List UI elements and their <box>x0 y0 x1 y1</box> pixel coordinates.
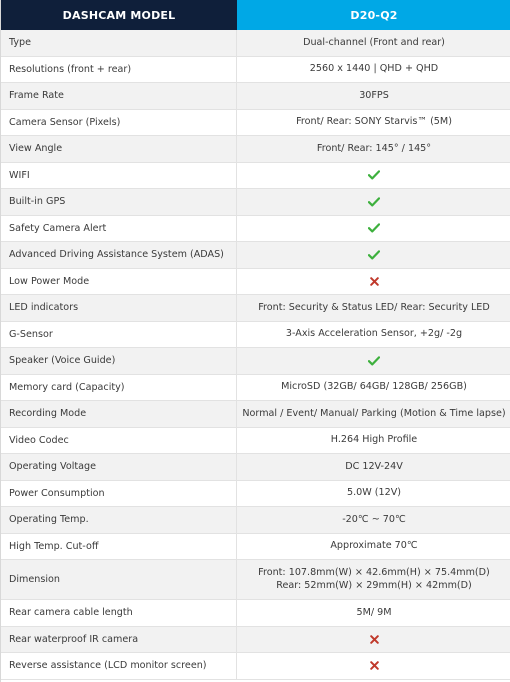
cross-icon <box>370 277 379 286</box>
spec-value <box>237 269 510 296</box>
spec-label: Memory card (Capacity) <box>1 375 237 402</box>
spec-value <box>237 653 510 680</box>
spec-value: Approximate 70℃ <box>237 534 510 561</box>
spec-value: Front: Security & Status LED/ Rear: Security LED <box>237 295 510 322</box>
spec-label: Advanced Driving Assistance System (ADAS) <box>1 242 237 269</box>
spec-value <box>237 348 510 375</box>
spec-label: View Angle <box>1 136 237 163</box>
spec-value <box>237 627 510 654</box>
spec-value: Front/ Rear: 145° / 145° <box>237 136 510 163</box>
spec-label: Speaker (Voice Guide) <box>1 348 237 375</box>
spec-value: 3-Axis Acceleration Sensor, +2g/ -2g <box>237 322 510 349</box>
spec-label: Type <box>1 30 237 57</box>
spec-label: Operating Voltage <box>1 454 237 481</box>
spec-value: -20℃ ~ 70℃ <box>237 507 510 534</box>
spec-label: Low Power Mode <box>1 269 237 296</box>
spec-value: 5M/ 9M <box>237 600 510 627</box>
spec-label: Built-in GPS <box>1 189 237 216</box>
spec-label: High Temp. Cut-off <box>1 534 237 561</box>
spec-value: DC 12V-24V <box>237 454 510 481</box>
spec-value: Normal / Event/ Manual/ Parking (Motion & Time lapse) <box>237 401 510 428</box>
check-icon <box>368 223 380 233</box>
cross-icon <box>370 635 379 644</box>
spec-label: Dimension <box>1 560 237 600</box>
spec-label: Rear camera cable length <box>1 600 237 627</box>
spec-label: Safety Camera Alert <box>1 216 237 243</box>
header-model-label: DASHCAM MODEL <box>1 0 237 30</box>
spec-label: Resolutions (front + rear) <box>1 57 237 84</box>
spec-value <box>237 560 510 600</box>
spec-value <box>237 163 510 190</box>
spec-value: 30FPS <box>237 83 510 110</box>
spec-label: Operating Temp. <box>1 507 237 534</box>
spec-label: WIFI <box>1 163 237 190</box>
spec-label: LED indicators <box>1 295 237 322</box>
spec-value: 5.0W (12V) <box>237 481 510 508</box>
spec-label: Rear waterproof IR camera <box>1 627 237 654</box>
check-icon <box>368 356 380 366</box>
header-model-name: D20-Q2 <box>237 0 510 30</box>
spec-label: Video Codec <box>1 428 237 455</box>
spec-value: Dual-channel (Front and rear) <box>237 30 510 57</box>
spec-value: MicroSD (32GB/ 64GB/ 128GB/ 256GB) <box>237 375 510 402</box>
spec-value: Front/ Rear: SONY Starvis™ (5M) <box>237 110 510 137</box>
check-icon <box>368 250 380 260</box>
cross-icon <box>370 661 379 670</box>
spec-label: Frame Rate <box>1 83 237 110</box>
spec-label: G-Sensor <box>1 322 237 349</box>
spec-value-line: Front: 107.8mm(W) × 42.6mm(H) × 75.4mm(D) <box>258 567 490 579</box>
spec-value <box>237 189 510 216</box>
check-icon <box>368 197 380 207</box>
spec-label: Power Consumption <box>1 481 237 508</box>
spec-label: Camera Sensor (Pixels) <box>1 110 237 137</box>
check-icon <box>368 170 380 180</box>
spec-label: Reverse assistance (LCD monitor screen) <box>1 653 237 680</box>
spec-value-line: Rear: 52mm(W) × 29mm(H) × 42mm(D) <box>276 579 472 591</box>
spec-value <box>237 216 510 243</box>
spec-label: Recording Mode <box>1 401 237 428</box>
spec-value: 2560 x 1440 | QHD + QHD <box>237 57 510 84</box>
spec-value <box>237 242 510 269</box>
spec-value: H.264 High Profile <box>237 428 510 455</box>
